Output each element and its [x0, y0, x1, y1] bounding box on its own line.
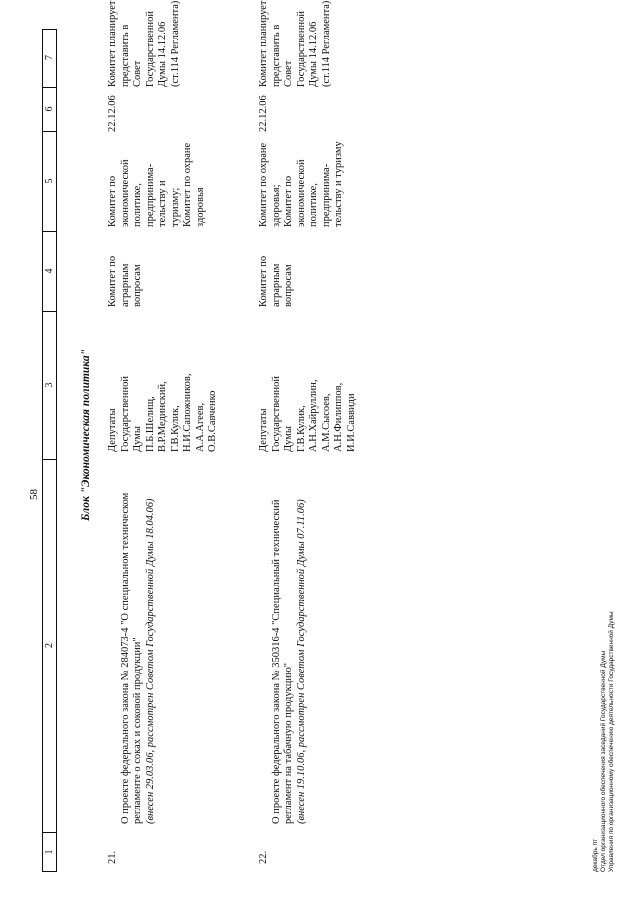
bill-title: О проекте федерального закона № 284073-4 "О специальном техническом регламенте о соках и соковой продукции"	[119, 492, 143, 824]
header-col-2: 2	[43, 459, 56, 833]
footer-line-1: декабрь пт	[592, 838, 599, 872]
bill-description	[107, 464, 157, 824]
bill-title: О проекте федерального закона № 350316-4 "Специальный технический регламент на табачную продукцию"	[270, 499, 294, 824]
header-col-1: 1	[44, 849, 55, 855]
responsible-committee: Комитет по аграрным вопросам	[107, 255, 143, 307]
comment: Комитет планирует представить в Совет Государственной Думы 14.12.06 (ст.114 Регламента)	[107, 0, 181, 87]
footer	[592, 611, 616, 872]
footer-line-3: Управления по организационному обеспечению деятельности Государственной Думы	[608, 611, 615, 872]
bill-note: (внесен 19.10.06, рассмотрен Советом Государственной Думы 07.11.06)	[295, 499, 307, 824]
column-number-header	[42, 29, 57, 872]
header-col-4: 4	[43, 231, 56, 312]
row-number: 21.	[107, 850, 118, 864]
planned-date: 22.12.06	[107, 95, 118, 132]
bill-note: (внесен 29.03.06, рассмотрен Советом Государственной Думы 18.04.06)	[144, 498, 156, 824]
planned-date: 22.12.06	[258, 95, 269, 132]
comment: Комитет планирует представить в Совет Государственной Думы 14.12.06 (ст.114 Регламента)	[258, 0, 332, 87]
footer-line-2: Отдел организационного обеспечения заседаний Государственной Думы	[600, 650, 607, 872]
responsible-committee: Комитет по аграрным вопросам	[258, 255, 294, 307]
page-number: 58	[28, 489, 40, 500]
header-col-5: 5	[43, 131, 56, 232]
bill-authors: Депутаты Государственной Думы Г.В.Кулик, А.Н.Хайруллин, А.М.Сысоев, А.Н.Филиппов, И.И.Саввиди	[258, 376, 357, 452]
row-number: 22.	[258, 850, 269, 864]
bill-authors: Депутаты Государственной Думы П.Б.Шелищ, В.Р.Мединский, Г.В.Кулик, Н.И.Сапожников, А.А.Агеев, О.В.Савченко	[107, 373, 218, 452]
header-col-7: 7	[43, 28, 56, 88]
header-col-3: 3	[43, 311, 56, 460]
bill-description	[258, 464, 308, 824]
co-executor-committees: Комитет по охране здоровья; Комитет по экономической политике, предпринима- тельству и туризму	[258, 141, 344, 227]
header-col-6: 6	[43, 87, 56, 132]
block-title: Блок "Экономическая политика"	[80, 349, 92, 522]
co-executor-committees: Комитет по экономической политике, предпринима- тельству и туризму; Комитет по охране здоровья	[107, 142, 206, 227]
